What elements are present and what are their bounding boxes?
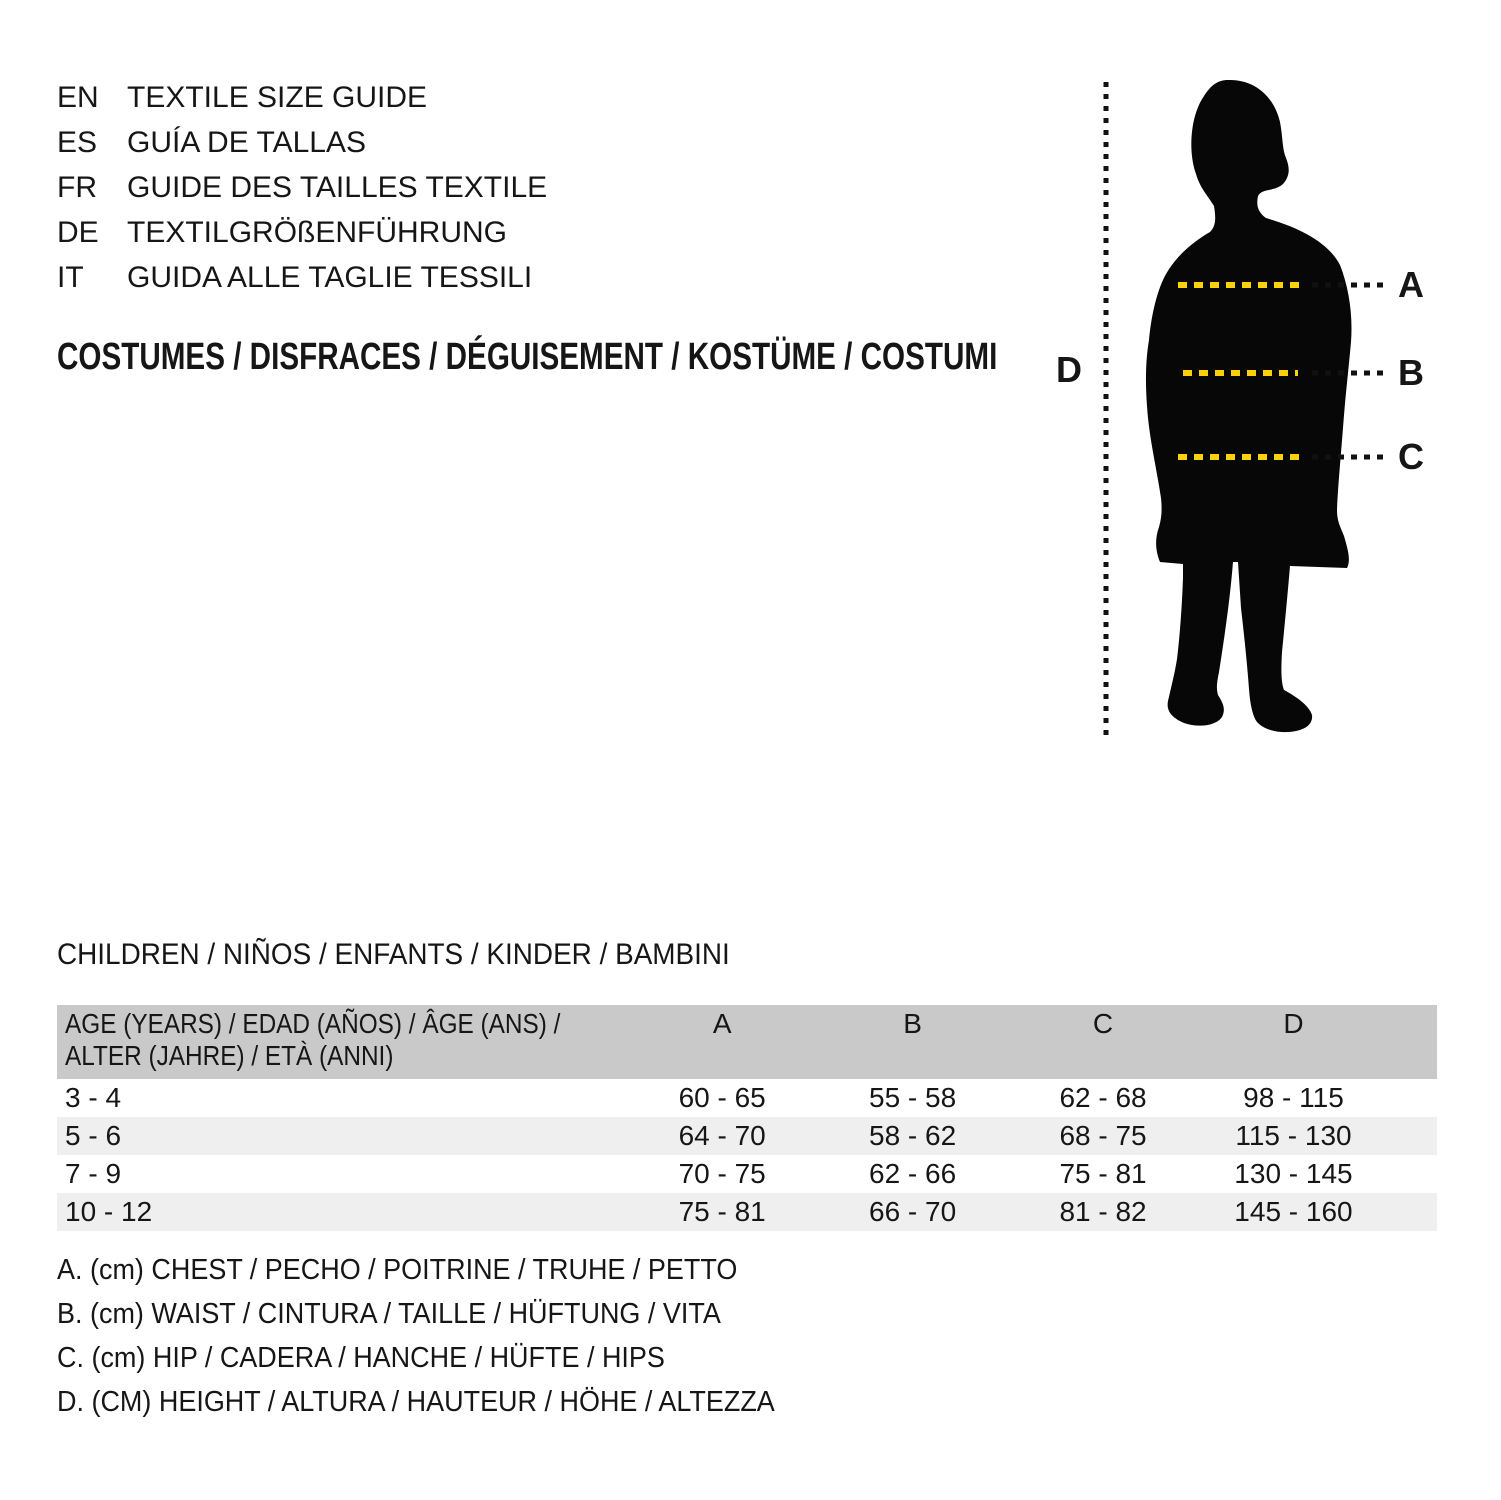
value-cell-a: 64 - 70 [678,1120,766,1151]
table-row [57,1155,1437,1193]
header-cell-d: D [1198,1005,1388,1079]
table-row [57,1193,1437,1231]
value-cell-b: 62 - 66 [869,1158,957,1189]
value-cell-b: 58 - 62 [869,1120,957,1151]
table-row [57,1117,1437,1155]
table-title-text: CHILDREN / NIÑOS / ENFANTS / KINDER / BAMBINI [57,938,730,971]
legend-line-a [57,1248,829,1292]
category-heading-text: COSTUMES / DISFRACES / DÉGUISEMENT / KOSTÜME / COSTUMI [57,336,998,378]
measure-label-b: B [1398,352,1424,393]
lang-code: DE [57,216,99,249]
table-header-row [57,1005,1437,1079]
value-cell-b: 55 - 58 [869,1082,957,1113]
spacer-cell [1389,1079,1437,1117]
lang-title: TEXTILGRÖßENFÜHRUNG [127,216,508,249]
lang-title: GUIDA ALLE TAGLIE TESSILI [127,261,533,294]
header-cell-a: A [627,1005,817,1079]
value-cell-d: 115 - 130 [1235,1120,1352,1151]
figure-graphic [1050,60,1480,760]
value-cell-c: 68 - 75 [1059,1120,1147,1151]
header-cell-c: C [1008,1005,1198,1079]
legend-text-a: A. (cm) CHEST / PECHO / POITRINE / TRUHE / PETTO [57,1254,738,1286]
table-title [57,938,780,972]
header-spacer-cell [1389,1005,1437,1079]
legend-line-d [57,1380,829,1424]
legend-text-c: C. (cm) HIP / CADERA / HANCHE / HÜFTE / HIPS [57,1342,665,1374]
value-cell-d: 98 - 115 [1243,1082,1344,1113]
value-cell-a: 60 - 65 [678,1082,766,1113]
spacer-cell [1389,1193,1437,1231]
lang-title: GUÍA DE TALLAS [127,126,366,159]
value-cell-b: 66 - 70 [869,1196,957,1227]
lang-title: GUIDE DES TAILLES TEXTILE [127,171,548,204]
size-table [57,1005,1437,1231]
spacer-cell [1389,1155,1437,1193]
header-cell-b: B [817,1005,1007,1079]
value-cell-d: 130 - 145 [1234,1158,1353,1189]
legend-text-d: D. (CM) HEIGHT / ALTURA / HAUTEUR / HÖHE / ALTEZZA [57,1386,775,1418]
lang-code: ES [57,126,98,159]
age-header-line1: AGE (YEARS) / EDAD (AÑOS) / ÂGE (ANS) / [65,1008,561,1039]
age-cell: 3 - 4 [65,1082,122,1113]
lang-code: IT [57,261,84,294]
lang-row-es [57,120,547,165]
value-cell-a: 70 - 75 [678,1158,766,1189]
measurement-figure [1050,60,1480,760]
lang-title: TEXTILE SIZE GUIDE [127,81,428,114]
language-title-list [57,75,547,300]
legend-text-b: B. (cm) WAIST / CINTURA / TAILLE / HÜFTUNG / VITA [57,1298,721,1330]
age-cell: 7 - 9 [65,1158,122,1189]
lang-row-de [57,210,547,255]
measure-label-d: D [1056,349,1082,390]
measure-label-c: C [1398,436,1424,477]
value-cell-c: 62 - 68 [1059,1082,1147,1113]
child-silhouette [1146,80,1352,732]
lang-code: EN [57,81,99,114]
value-cell-d: 145 - 160 [1234,1196,1353,1227]
measure-label-a: A [1398,264,1424,305]
lang-row-fr [57,165,547,210]
legend-line-b [57,1292,829,1336]
age-header-cell [57,1005,627,1079]
legend-line-c [57,1336,829,1380]
value-cell-c: 81 - 82 [1059,1196,1147,1227]
lang-code: FR [57,171,97,204]
measurement-legend [57,1248,829,1424]
lang-row-it [57,255,547,300]
age-cell: 5 - 6 [65,1120,122,1151]
table-row [57,1079,1437,1117]
spacer-cell [1389,1117,1437,1155]
value-cell-c: 75 - 81 [1059,1158,1147,1189]
age-cell: 10 - 12 [65,1196,153,1227]
age-header-line2: ALTER (JAHRE) / ETÀ (ANNI) [65,1040,394,1071]
lang-row-en [57,75,547,120]
value-cell-a: 75 - 81 [678,1196,766,1227]
